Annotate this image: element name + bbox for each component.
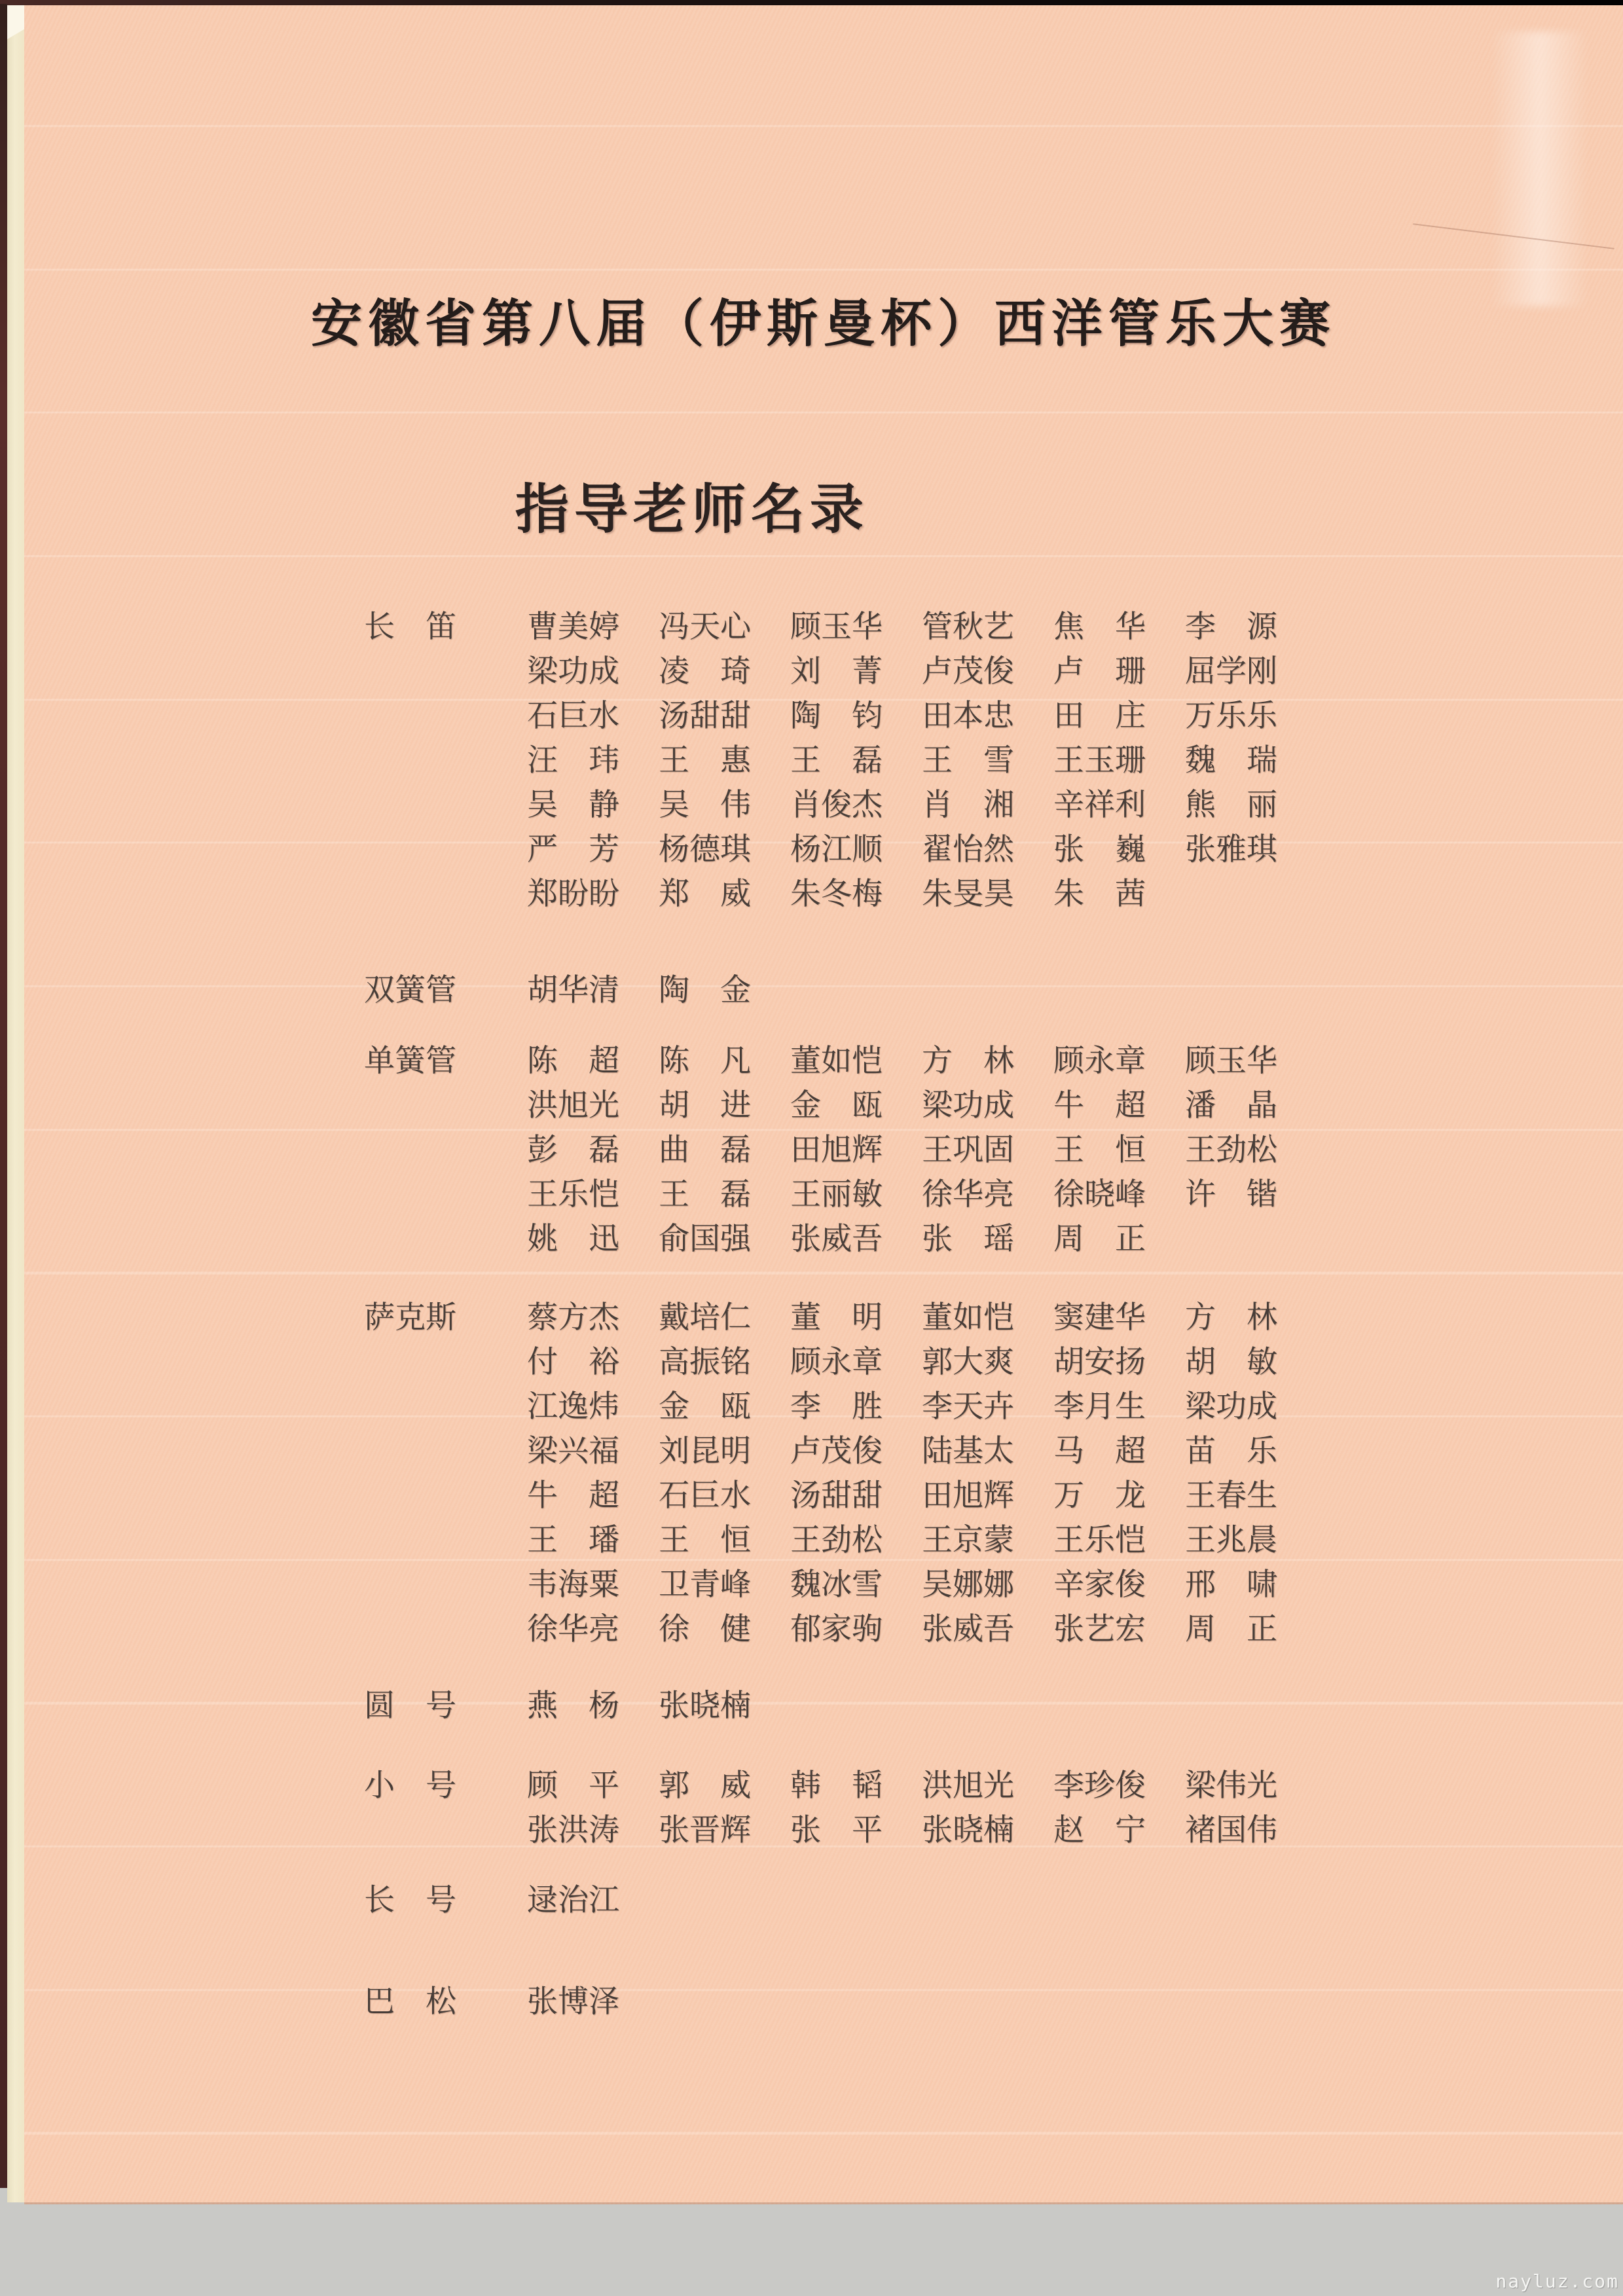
teacher-row [527, 1878, 659, 1923]
teacher-name: 胡华清 [527, 974, 619, 1008]
teacher-name: 周 正 [1185, 1613, 1277, 1647]
teacher-name: 王 璠 [527, 1523, 619, 1558]
teacher-name: 张洪涛 [527, 1813, 619, 1848]
teacher-name: 顾玉华 [1185, 1044, 1277, 1078]
teacher-name: 曹美婷 [527, 610, 619, 644]
binding-strip [0, 4, 7, 2188]
teacher-row [527, 1084, 1317, 1128]
teacher-name: 董如恺 [922, 1301, 1014, 1335]
teacher-row [527, 1684, 790, 1728]
teacher-name: 顾永章 [1053, 1044, 1146, 1078]
teacher-name: 郁家驹 [790, 1613, 883, 1647]
teacher-name: 牛 超 [527, 1479, 619, 1513]
teacher-name: 石巨水 [527, 699, 619, 733]
section-label: 双簧管 [364, 974, 456, 1008]
section-rows [527, 1296, 1317, 1652]
teacher-name: 肖俊杰 [790, 788, 883, 822]
page-sheen [1491, 31, 1589, 306]
section-label: 圆 号 [364, 1689, 456, 1723]
teacher-name: 凌 琦 [659, 655, 751, 689]
teacher-name: 洪旭光 [527, 1089, 619, 1123]
teacher-name: 李珍俊 [1053, 1769, 1146, 1803]
teacher-name: 辛祥利 [1053, 788, 1146, 822]
teacher-name: 戴培仁 [659, 1301, 751, 1335]
teacher-name: 徐华亮 [922, 1178, 1014, 1212]
teacher-name: 杨德琪 [659, 833, 751, 867]
teacher-name: 王劲松 [1185, 1133, 1277, 1167]
teacher-name: 张雅琪 [1185, 833, 1277, 867]
teacher-name: 卢 珊 [1053, 655, 1146, 689]
teacher-name: 李天卉 [922, 1390, 1014, 1424]
teacher-row [527, 1563, 1317, 1607]
teacher-name: 韩 韬 [790, 1769, 883, 1803]
teacher-name: 田 庄 [1053, 699, 1146, 733]
teacher-name: 梁兴福 [527, 1434, 619, 1468]
teacher-name: 张晓楠 [659, 1689, 751, 1723]
teacher-name: 韦海粟 [527, 1568, 619, 1602]
teacher-name: 吴 伟 [659, 788, 751, 822]
teacher-name: 肖 湘 [922, 788, 1014, 822]
teacher-row [527, 1764, 1317, 1808]
teacher-name: 郑盼盼 [527, 877, 619, 911]
teacher-name: 彭 磊 [527, 1133, 619, 1167]
teacher-name: 王 磊 [659, 1178, 751, 1212]
teacher-name: 方 林 [922, 1044, 1014, 1078]
teacher-name: 董如恺 [790, 1044, 883, 1078]
teacher-row [527, 872, 1317, 917]
teacher-name: 窦建华 [1053, 1301, 1146, 1335]
teacher-name: 徐华亮 [527, 1613, 619, 1647]
teacher-name: 燕 杨 [527, 1689, 619, 1723]
teacher-row [527, 1296, 1317, 1340]
teacher-name: 徐 健 [659, 1613, 751, 1647]
teacher-name: 陶 金 [659, 974, 751, 1008]
teacher-name: 管秋艺 [922, 610, 1014, 644]
teacher-name: 梁伟光 [1185, 1769, 1277, 1803]
watermark: nayluz.com [1495, 2270, 1619, 2292]
teacher-row [527, 694, 1317, 738]
teacher-name: 刘 菁 [790, 655, 883, 689]
teacher-name: 王乐恺 [1053, 1523, 1146, 1558]
teacher-name: 张晓楠 [922, 1813, 1014, 1848]
teacher-name: 卢茂俊 [790, 1434, 883, 1468]
teacher-name: 杨江顺 [790, 833, 883, 867]
teacher-name: 潘 晶 [1185, 1089, 1277, 1123]
teacher-name: 石巨水 [659, 1479, 751, 1513]
teacher-name: 卢茂俊 [922, 655, 1014, 689]
teacher-name: 曲 磊 [659, 1133, 751, 1167]
teacher-row [527, 1173, 1317, 1217]
teacher-row [527, 783, 1317, 828]
teacher-name: 张威吾 [922, 1613, 1014, 1647]
teacher-name: 张 瑶 [922, 1222, 1014, 1256]
teacher-name: 万 龙 [1053, 1479, 1146, 1513]
teacher-name: 王 恒 [1053, 1133, 1146, 1167]
section-rows [527, 605, 1317, 917]
teacher-name: 梁功成 [922, 1089, 1014, 1123]
teacher-name: 翟怡然 [922, 833, 1014, 867]
teacher-name: 蔡方杰 [527, 1301, 619, 1335]
teacher-name: 金 瓯 [659, 1390, 751, 1424]
teacher-row [527, 1217, 1317, 1262]
teacher-name: 徐晓峰 [1053, 1178, 1146, 1212]
page [24, 5, 1623, 2204]
teacher-name: 王京蒙 [922, 1523, 1014, 1558]
teacher-name: 胡安扬 [1053, 1345, 1146, 1379]
teacher-name: 吴 静 [527, 788, 619, 822]
teacher-name: 郑 威 [659, 877, 751, 911]
teacher-name: 苗 乐 [1185, 1434, 1277, 1468]
teacher-name: 王 惠 [659, 744, 751, 778]
teacher-name: 褚国伟 [1185, 1813, 1277, 1848]
teacher-name: 张威吾 [790, 1222, 883, 1256]
section-rows [527, 968, 790, 1013]
page-edge-strip [7, 5, 24, 2202]
teacher-name: 邢 啸 [1185, 1568, 1277, 1602]
teacher-name: 汤甜甜 [790, 1479, 883, 1513]
page-subtitle: 指导老师名录 [515, 480, 869, 539]
teacher-row [527, 605, 1317, 649]
teacher-name: 王劲松 [790, 1523, 883, 1558]
teacher-name: 顾玉华 [790, 610, 883, 644]
teacher-name: 朱 茜 [1053, 877, 1146, 911]
teacher-row [527, 649, 1317, 694]
teacher-name: 陈 超 [527, 1044, 619, 1078]
teacher-name: 张博泽 [527, 1985, 619, 2019]
teacher-name: 周 正 [1053, 1222, 1146, 1256]
teacher-name: 高振铭 [659, 1345, 751, 1379]
section-label: 巴 松 [364, 1985, 456, 2019]
teacher-row [527, 1429, 1317, 1474]
teacher-name: 屈学刚 [1185, 655, 1277, 689]
section-rows [527, 1039, 1317, 1262]
section-rows [527, 1764, 1317, 1853]
section-label: 单簧管 [364, 1044, 456, 1078]
teacher-name: 逯治江 [527, 1884, 619, 1918]
teacher-name: 方 林 [1185, 1301, 1277, 1335]
page-title: 安徽省第八届（伊斯曼杯）西洋管乐大赛 [310, 295, 1336, 352]
teacher-name: 严 芳 [527, 833, 619, 867]
teacher-name: 焦 华 [1053, 610, 1146, 644]
teacher-name: 顾 平 [527, 1769, 619, 1803]
teacher-name: 朱冬梅 [790, 877, 883, 911]
teacher-name: 王玉珊 [1053, 744, 1146, 778]
teacher-name: 赵 宁 [1053, 1813, 1146, 1848]
teacher-name: 卫青峰 [659, 1568, 751, 1602]
teacher-name: 李月生 [1053, 1390, 1146, 1424]
teacher-name: 田旭辉 [922, 1479, 1014, 1513]
teacher-name: 陆基太 [922, 1434, 1014, 1468]
section-rows [527, 1980, 659, 2024]
teacher-name: 江逸炜 [527, 1390, 619, 1424]
teacher-name: 王丽敏 [790, 1178, 883, 1212]
teacher-name: 汪 玮 [527, 744, 619, 778]
teacher-name: 汤甜甜 [659, 699, 751, 733]
teacher-name: 王巩固 [922, 1133, 1014, 1167]
teacher-row [527, 738, 1317, 783]
teacher-name: 辛家俊 [1053, 1568, 1146, 1602]
teacher-name: 金 瓯 [790, 1089, 883, 1123]
teacher-name: 王 磊 [790, 744, 883, 778]
teacher-name: 胡 敏 [1185, 1345, 1277, 1379]
teacher-name: 王春生 [1185, 1479, 1277, 1513]
teacher-name: 许 锴 [1185, 1178, 1277, 1212]
teacher-name: 梁功成 [527, 655, 619, 689]
teacher-name: 梁功成 [1185, 1390, 1277, 1424]
teacher-row [527, 1980, 659, 2024]
teacher-name: 陈 凡 [659, 1044, 751, 1078]
teacher-row [527, 1474, 1317, 1518]
teacher-name: 魏冰雪 [790, 1568, 883, 1602]
paper-crease [1413, 223, 1614, 249]
teacher-name: 李 胜 [790, 1390, 883, 1424]
teacher-name: 马 超 [1053, 1434, 1146, 1468]
section-label: 长 号 [364, 1884, 456, 1918]
section-rows [527, 1878, 659, 1923]
section-rows [527, 1684, 790, 1728]
teacher-name: 张 平 [790, 1813, 883, 1848]
teacher-name: 刘昆明 [659, 1434, 751, 1468]
teacher-name: 顾永章 [790, 1345, 883, 1379]
teacher-row [527, 1039, 1317, 1084]
teacher-row [527, 968, 790, 1013]
teacher-name: 万乐乐 [1185, 699, 1277, 733]
teacher-name: 朱旻昊 [922, 877, 1014, 911]
teacher-name: 洪旭光 [922, 1769, 1014, 1803]
teacher-name: 胡 进 [659, 1089, 751, 1123]
teacher-row [527, 828, 1317, 872]
teacher-row [527, 1128, 1317, 1173]
teacher-name: 熊 丽 [1185, 788, 1277, 822]
teacher-row [527, 1340, 1317, 1385]
teacher-name: 姚 迅 [527, 1222, 619, 1256]
teacher-name: 张 巍 [1053, 833, 1146, 867]
teacher-row [527, 1518, 1317, 1563]
teacher-name: 魏 瑞 [1185, 744, 1277, 778]
teacher-name: 陶 钧 [790, 699, 883, 733]
section-label: 长 笛 [364, 610, 456, 644]
teacher-name: 牛 超 [1053, 1089, 1146, 1123]
teacher-name: 付 裕 [527, 1345, 619, 1379]
teacher-name: 郭 威 [659, 1769, 751, 1803]
teacher-name: 李 源 [1185, 610, 1277, 644]
section-label: 小 号 [364, 1769, 456, 1803]
teacher-row [527, 1808, 1317, 1853]
teacher-name: 王兆晨 [1185, 1523, 1277, 1558]
section-label: 萨克斯 [364, 1301, 456, 1335]
teacher-row [527, 1607, 1317, 1652]
teacher-name: 王 雪 [922, 744, 1014, 778]
teacher-name: 吴娜娜 [922, 1568, 1014, 1602]
teacher-name: 王 恒 [659, 1523, 751, 1558]
teacher-name: 俞国强 [659, 1222, 751, 1256]
teacher-name: 董 明 [790, 1301, 883, 1335]
teacher-row [527, 1385, 1317, 1429]
teacher-name: 田旭辉 [790, 1133, 883, 1167]
teacher-name: 张晋辉 [659, 1813, 751, 1848]
teacher-name: 田本忠 [922, 699, 1014, 733]
teacher-name: 郭大爽 [922, 1345, 1014, 1379]
teacher-name: 冯天心 [659, 610, 751, 644]
teacher-name: 王乐恺 [527, 1178, 619, 1212]
teacher-name: 张艺宏 [1053, 1613, 1146, 1647]
